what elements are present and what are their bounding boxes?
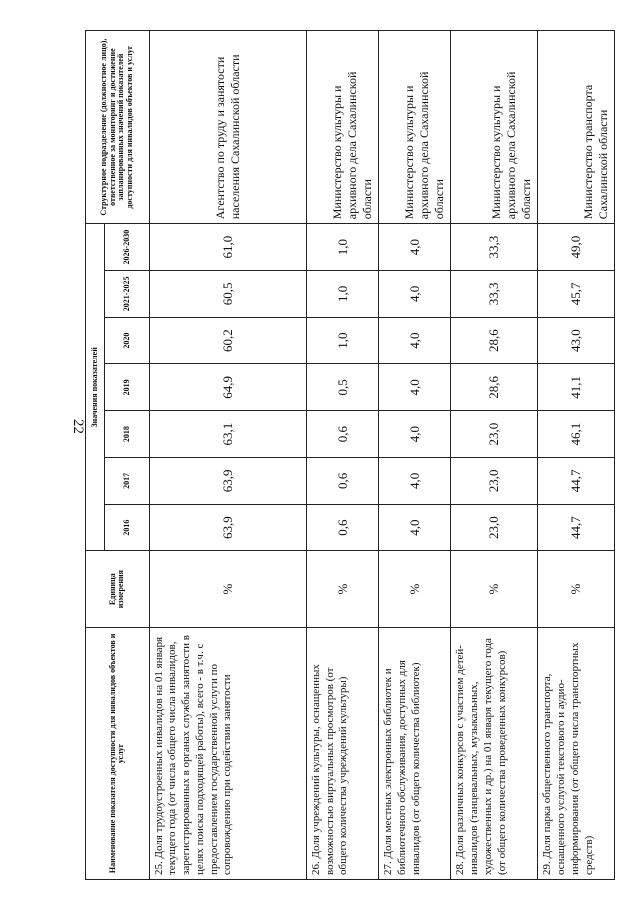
value-cell: 44,7 [538,457,615,504]
header-year: 2017 [105,457,150,504]
header-year: 2026-2030 [105,224,150,271]
value-cell: 23,0 [451,457,538,504]
value-cell: 28,6 [451,317,538,364]
value-cell: 4,0 [379,457,451,504]
value-cell: 4,0 [379,504,451,551]
page-number: 22 [70,419,86,434]
value-cell: 64,9 [149,364,306,411]
value-cell: 23,0 [451,411,538,458]
unit-cell: % [306,551,378,627]
table-row [379,31,451,880]
value-cell: 0,6 [306,457,378,504]
responsible-org: Министерство культуры и архивного дела Сахалинской области [306,31,378,224]
value-cell: 0,6 [306,411,378,458]
header-unit: Единица измерения [86,551,150,627]
table-row [306,31,378,880]
header-year: 2020 [105,317,150,364]
value-cell: 49,0 [538,224,615,271]
unit-cell: % [451,551,538,627]
responsible-org: Агентство по труду и занятости населения Сахалинской области [149,31,306,224]
value-cell: 63,9 [149,457,306,504]
unit-cell: % [149,551,306,627]
indicator-name: 29. Доля парка общественного транспорта, оснащенного услугой текстового и аудио- информирования (от общего числа транспортных средств) [538,627,615,879]
unit-cell: % [379,551,451,627]
value-cell: 33,3 [451,270,538,317]
value-cell: 4,0 [379,270,451,317]
header-name: Наименование показателя доступности для инвалидов объектов и услуг [86,627,150,879]
value-cell: 4,0 [379,411,451,458]
indicator-name: 26. Доля учреждений культуры, оснащенных возможностью виртуальных просмотров (от общего количества учреждений культуры) [306,627,378,879]
value-cell: 33,3 [451,224,538,271]
value-cell: 63,1 [149,411,306,458]
value-cell: 43,0 [538,317,615,364]
value-cell: 4,0 [379,317,451,364]
value-cell: 41,1 [538,364,615,411]
rotated-table-container [85,30,615,880]
responsible-org: Министерство культуры и архивного дела Сахалинской области [379,31,451,224]
value-cell: 0,5 [306,364,378,411]
header-row-1 [86,31,105,880]
table-row [149,31,306,880]
value-cell: 60,2 [149,317,306,364]
responsible-org: Министерство культуры и архивного дела Сахалинской области [451,31,538,224]
value-cell: 63,9 [149,504,306,551]
value-cell: 46,1 [538,411,615,458]
value-cell: 4,0 [379,224,451,271]
header-year: 2021-2025 [105,270,150,317]
header-year: 2018 [105,411,150,458]
value-cell: 28,6 [451,364,538,411]
value-cell: 1,0 [306,224,378,271]
value-cell: 45,7 [538,270,615,317]
indicator-name: 27. Доля местных электронных библиотек и библиотечного обслуживания, доступных для инвалидов (от общего количества библиотек) [379,627,451,879]
responsible-org: Министерство транспорта Сахалинской области [538,31,615,224]
table-row [451,31,538,880]
header-values: Значения показателей [86,224,105,551]
value-cell: 4,0 [379,364,451,411]
indicator-name: 25. Доля трудоустроенных инвалидов на 01 января текущего года (от числа общего числа инвалидов, зарегистрированных в органах службы занятости в целях поиска подходящей работы), всего - в т.ч. с предоставлением государственной услуги по сопровождению при содействии занятости [149,627,306,879]
value-cell: 44,7 [538,504,615,551]
unit-cell: % [538,551,615,627]
value-cell: 23,0 [451,504,538,551]
value-cell: 60,5 [149,270,306,317]
table-row [538,31,615,880]
header-year: 2019 [105,364,150,411]
value-cell: 1,0 [306,317,378,364]
header-year: 2016 [105,504,150,551]
value-cell: 61,0 [149,224,306,271]
value-cell: 1,0 [306,270,378,317]
value-cell: 0,6 [306,504,378,551]
header-org: Структурное подразделение (должностное лицо), ответственное за мониторинг и достижение запланированных значений показателей доступности для инвалидов объектов и услуг [86,31,150,224]
indicator-name: 28. Доля различных конкурсов с участием детей-инвалидов (танцевальных, музыкальных, художественных и др.) на 01 января текущего года (от общего количества проведенных конкурсов) [451,627,538,879]
indicators-table [85,30,615,880]
